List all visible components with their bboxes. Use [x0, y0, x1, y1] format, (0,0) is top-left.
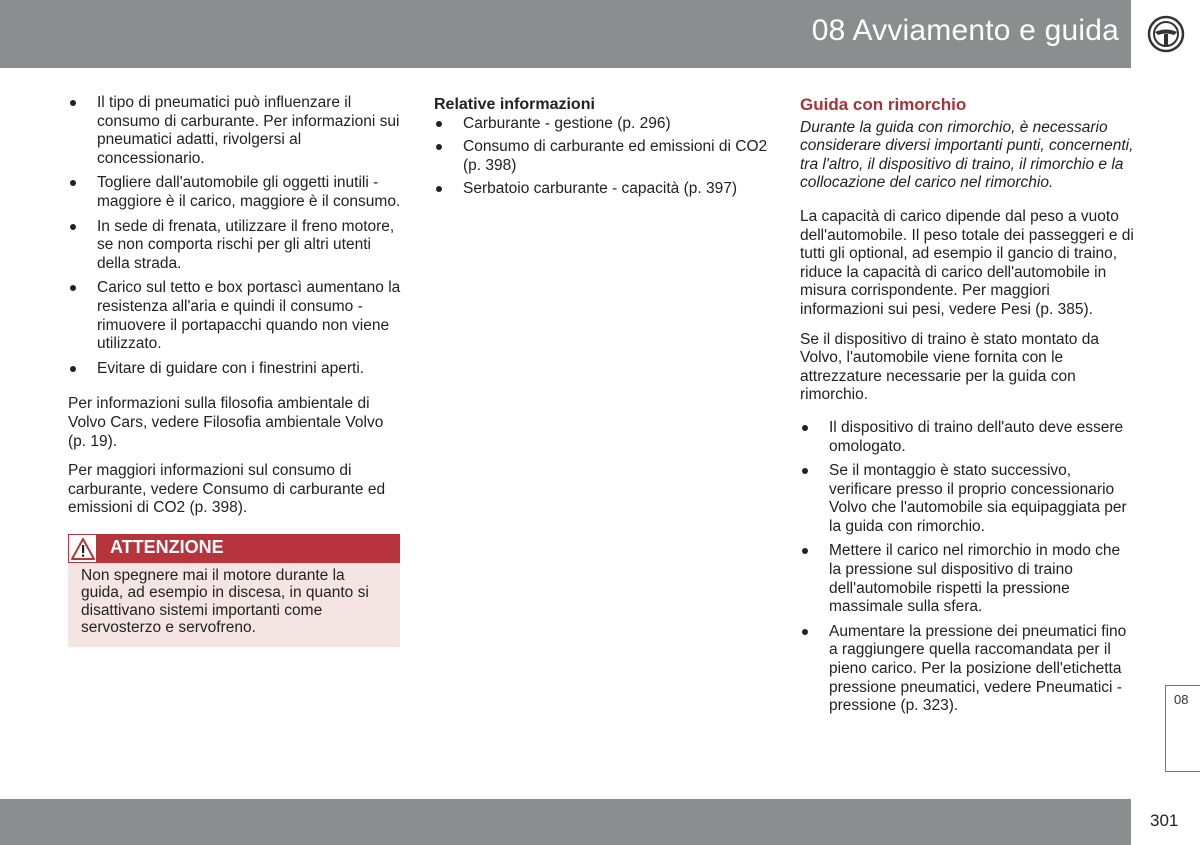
bullet-icon [802, 548, 808, 554]
warning-text: Non spegnere mai il motore durante la guida, ad esempio in discesa, in quanto si disattivano sistemi importanti come servosterzo e servofreno. [81, 566, 369, 637]
warning-triangle-icon [71, 538, 95, 560]
chapter-icon-box [1131, 0, 1200, 68]
list-item: Il tipo di pneumatici può influenzare il consumo di carburante. Per informazioni sui pneumatici adatti, rivolgersi al concessionario. [68, 94, 403, 168]
related-link[interactable]: Serbatoio carburante - capacità (p. 397) [434, 180, 769, 199]
bullet-icon [70, 224, 76, 230]
bullet-icon [70, 366, 76, 372]
column-1 [68, 94, 403, 647]
column-3 [800, 94, 1135, 722]
bullet-icon [802, 425, 808, 431]
list-item: Se il montaggio è stato successivo, verificare presso il proprio concessionario Volvo che l'automobile sia equipaggiata per la guida con rimorchio. [800, 462, 1135, 536]
section-title: Guida con rimorchio [800, 95, 967, 114]
related-info-heading: Relative informazioni [434, 96, 595, 113]
bullet-icon [70, 100, 76, 106]
warning-header [68, 534, 400, 563]
bullet-icon [436, 186, 442, 192]
list-item: In sede di frenata, utilizzare il freno motore, se non comporta rischi per gli altri utenti della strada. [68, 218, 403, 274]
related-links-list [434, 115, 769, 199]
list-item: Carico sul tetto e box portascì aumentano la resistenza all'aria e quindi il consumo - rimuovere il portapacchi quando non viene utilizzato. [68, 279, 403, 353]
section-intro: Durante la guida con rimorchio, è necessario considerare diversi importanti punti, concernenti, tra l'altro, il dispositivo di traino, il rimorchio e la collocazione del carico nel rimorchio. [800, 118, 1134, 192]
warning-title: ATTENZIONE [110, 536, 224, 557]
bullet-icon [436, 144, 442, 150]
chapter-side-tab[interactable] [1165, 685, 1200, 772]
warning-icon-box [68, 534, 97, 563]
chapter-title: 08 Avviamento e guida [811, 14, 1119, 47]
bullet-icon [802, 629, 808, 635]
load-capacity-paragraph: La capacità di carico dipende dal peso a vuoto dell'automobile. Il peso totale dei passeggeri e di tutti gli optional, ad esempio il gancio di traino, riduce la capacità di carico dell'automobile in misura corrispondente. Per maggiori informazioni sui pesi, vedere Pesi (p. 385). [800, 207, 1134, 318]
list-item: Aumentare la pressione dei pneumatici fino a raggiungere quella raccomandata per il pieno carico. Per la posizione dell'etichetta pressione pneumatici, vedere Pneumatici - pressione (p. 323). [800, 623, 1135, 716]
list-item: Mettere il carico nel rimorchio in modo che la pressione sul dispositivo di traino dell'automobile rispetti la pressione massimale sulla sfera. [800, 542, 1135, 616]
trailer-checklist [800, 419, 1135, 716]
page-number-box [1131, 799, 1200, 845]
page-header [0, 0, 1131, 68]
column-2 [434, 94, 769, 204]
steering-wheel-icon [1146, 14, 1186, 54]
environment-paragraph: Per informazioni sulla filosofia ambientale di Volvo Cars, vedere Filosofia ambientale Volvo (p. 19). [68, 395, 384, 450]
bullet-icon [802, 468, 808, 474]
consumption-paragraph: Per maggiori informazioni sul consumo di carburante, vedere Consumo di carburante ed emissioni di CO2 (p. 398). [68, 462, 386, 517]
related-link[interactable]: Consumo di carburante ed emissioni di CO2 (p. 398) [434, 138, 769, 175]
page-number: 301 [1150, 811, 1179, 830]
warning-box [68, 534, 400, 647]
list-item: Il dispositivo di traino dell'auto deve essere omologato. [800, 419, 1135, 456]
list-item: Evitare di guidare con i finestrini aperti. [68, 360, 403, 379]
bullet-icon [70, 285, 76, 291]
page-footer [0, 799, 1131, 845]
bullet-icon [70, 180, 76, 186]
related-link[interactable]: Carburante - gestione (p. 296) [434, 115, 769, 134]
chapter-tab-label: 08 [1174, 692, 1189, 707]
towbar-paragraph: Se il dispositivo di traino è stato montato da Volvo, l'automobile viene fornita con le attrezzature necessarie per la guida con rimorchio. [800, 330, 1099, 404]
list-item: Togliere dall'automobile gli oggetti inutili - maggiore è il carico, maggiore è il consumo. [68, 174, 403, 211]
tips-list [68, 94, 403, 378]
bullet-icon [436, 121, 442, 127]
